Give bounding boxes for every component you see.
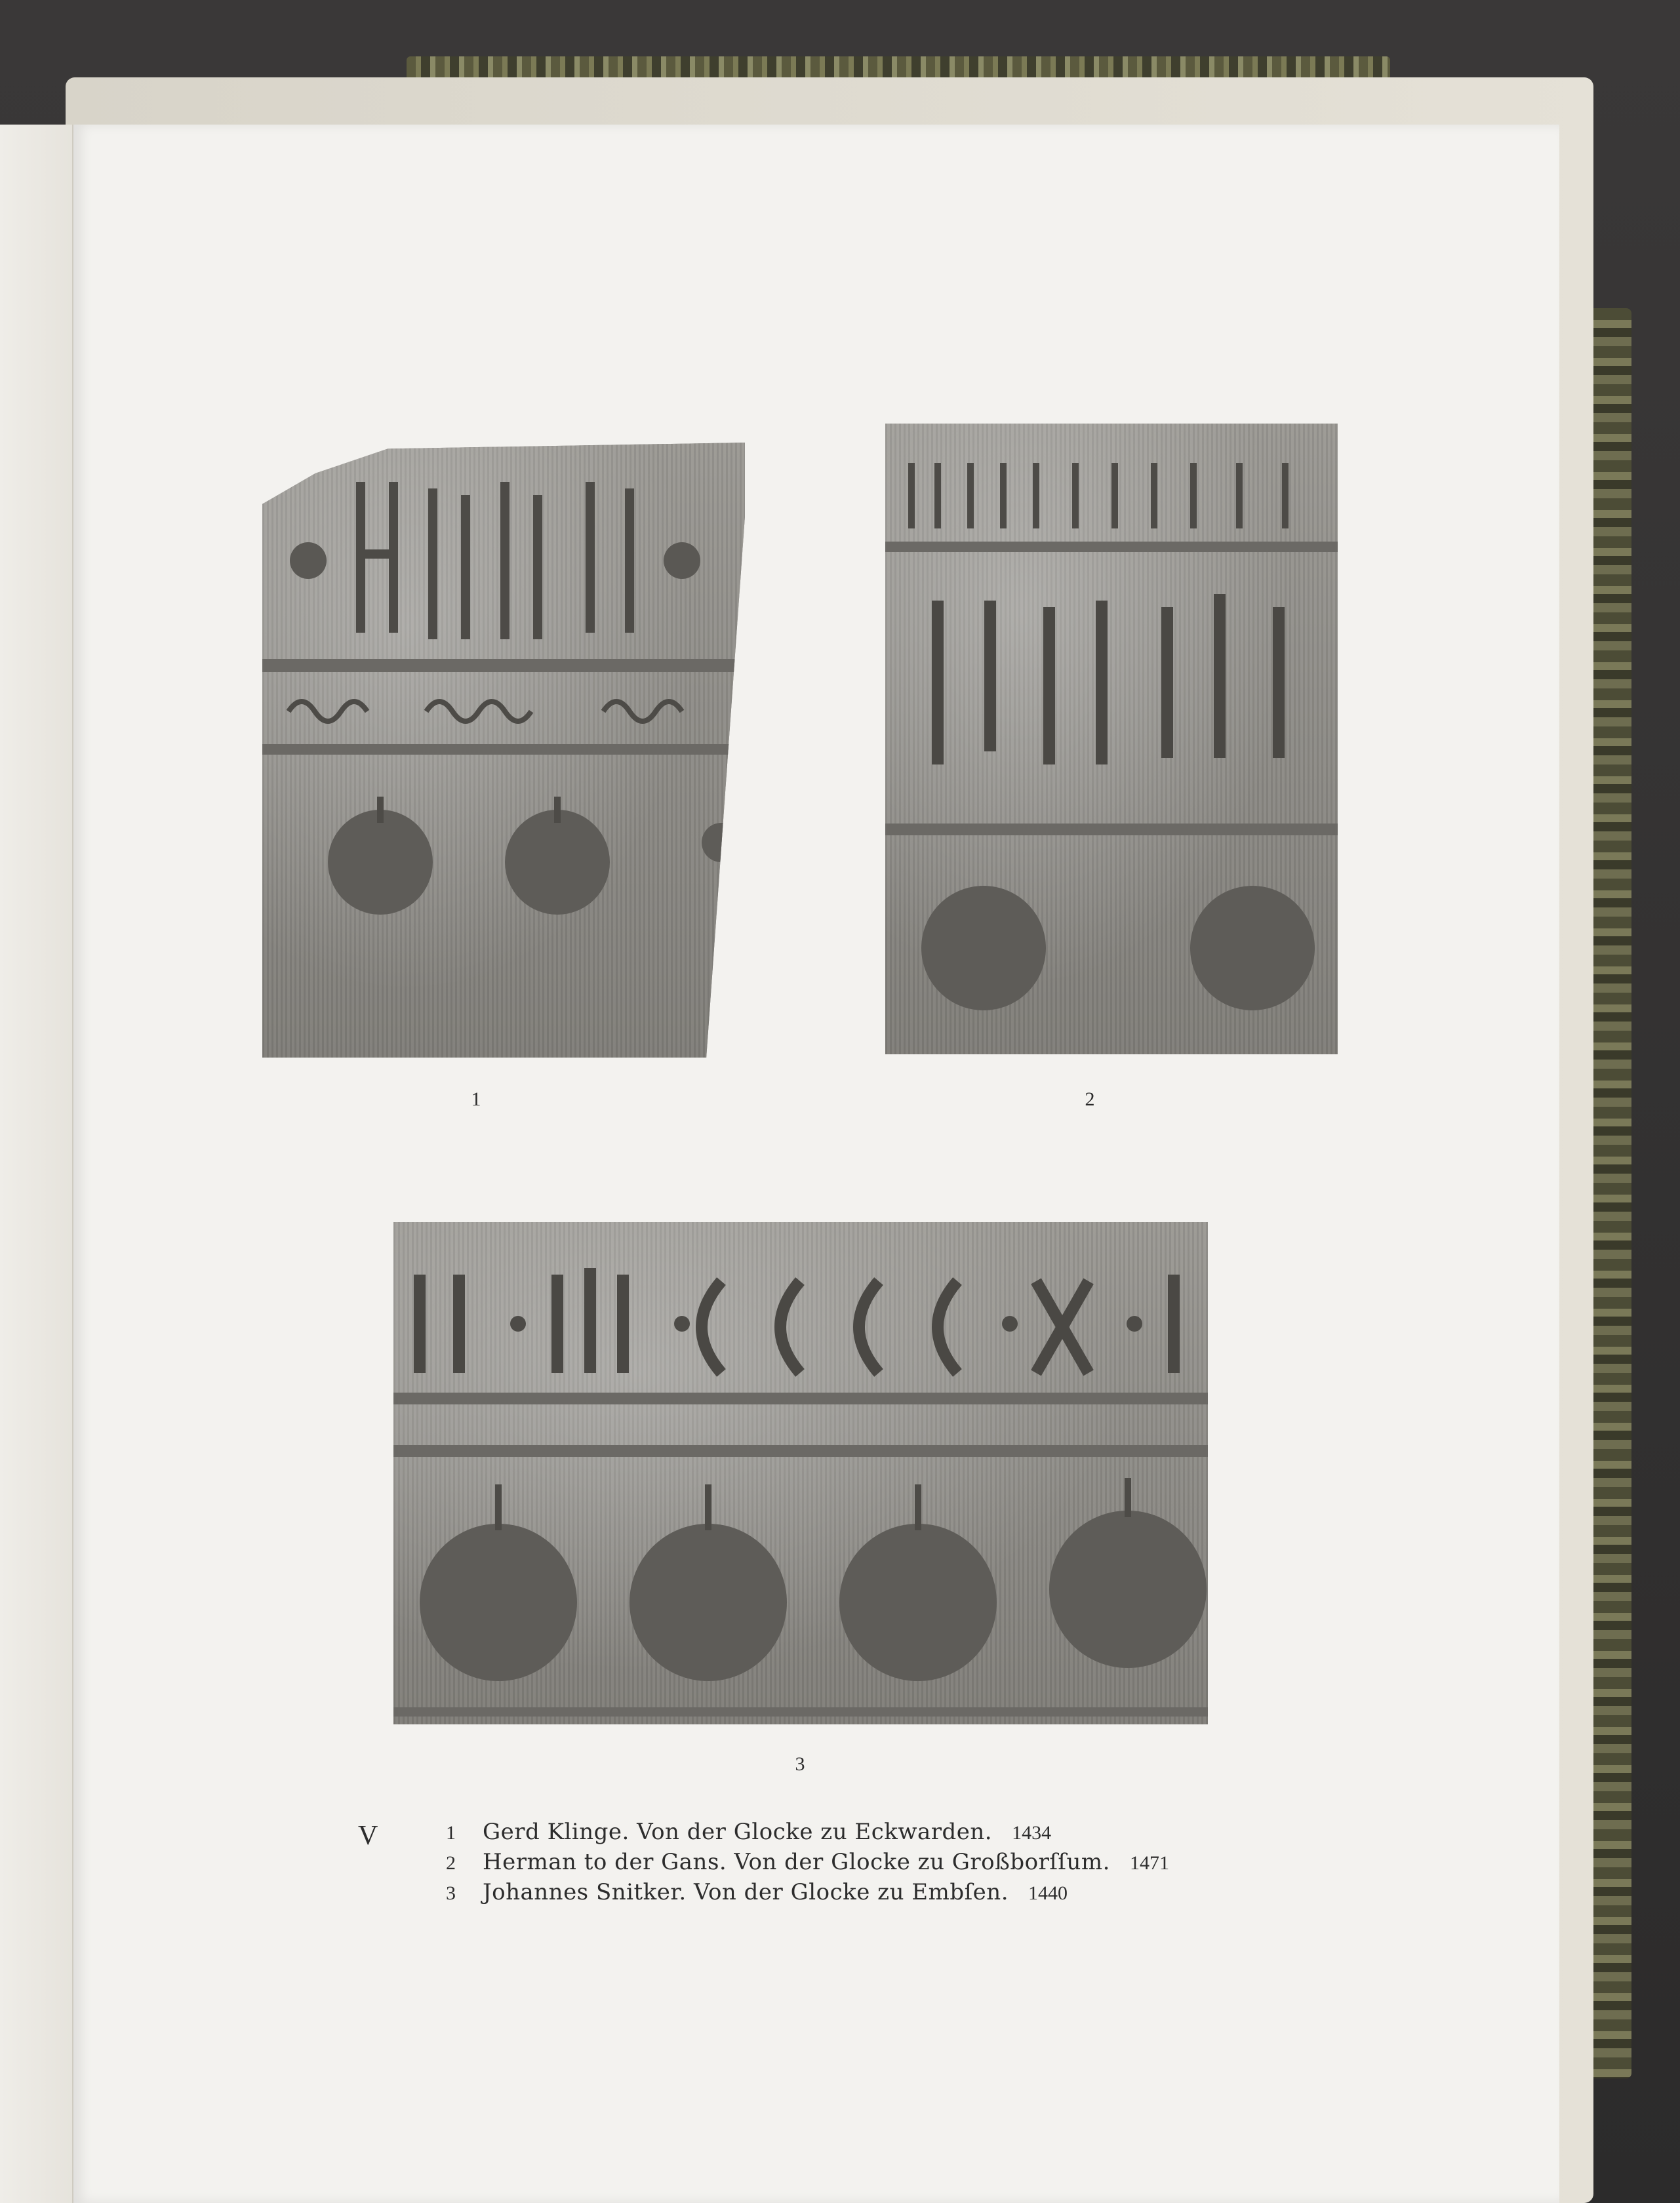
plate-mark: V — [358, 1821, 378, 1851]
bell-inscription-illustration-3 — [393, 1222, 1208, 1724]
photo-plate-3 — [393, 1222, 1208, 1724]
plate-2-number: 2 — [1085, 1088, 1095, 1110]
caption-year: 1471 — [1129, 1852, 1169, 1874]
plate-3-number: 3 — [795, 1753, 805, 1775]
caption-year: 1434 — [1012, 1822, 1052, 1844]
bell-inscription-illustration-2 — [885, 424, 1338, 1054]
bell-inscription-illustration-1 — [262, 443, 745, 1058]
plate-1-number: 1 — [471, 1088, 481, 1110]
caption-text: Gerd Klinge. Von der Glocke zu Eckwarden. — [483, 1819, 993, 1845]
caption-number: 3 — [446, 1882, 456, 1904]
caption-number: 2 — [446, 1852, 456, 1874]
caption-text: Herman to der Gans. Von der Glocke zu Großborſſum. — [483, 1849, 1110, 1875]
caption-text: Johannes Snitker. Von der Glocke zu Embſen. — [483, 1879, 1009, 1905]
photo-plate-2 — [885, 424, 1338, 1054]
caption-year: 1440 — [1028, 1882, 1068, 1904]
caption-list — [446, 1819, 1364, 1909]
left-page-edge — [0, 125, 74, 2203]
photo-plate-1 — [262, 443, 745, 1058]
caption-row — [446, 1819, 1364, 1849]
caption-row — [446, 1849, 1364, 1879]
book-right-edge — [1587, 308, 1631, 2078]
caption-number: 1 — [446, 1822, 456, 1844]
caption-row — [446, 1879, 1364, 1909]
